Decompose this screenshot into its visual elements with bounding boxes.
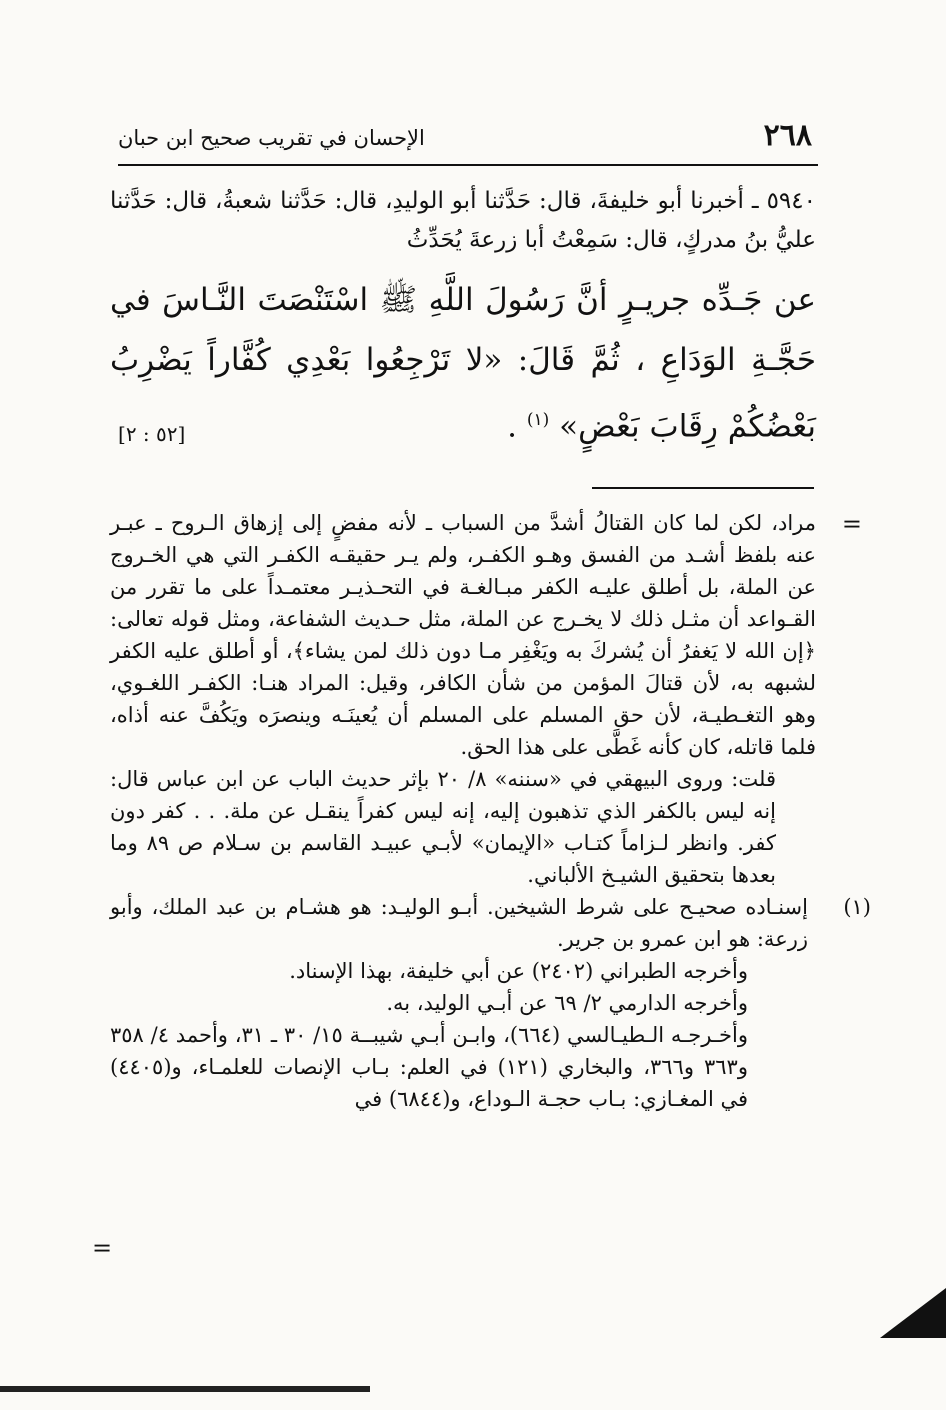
running-title: الإحسان في تقريب صحيح ابن حبان <box>118 126 425 150</box>
hadith-isnad: ٥٩٤٠ ـ أخبرنا أبو خليفةَ، قال: حَدَّثنا أبو الوليدِ، قال: حَدَّثنا شعبةُ، قال: حَدَّثنا عليُّ بنُ مدركٍ، قال: سَمِعْتُ أبا زرعةَ يُحَدِّثُ <box>110 188 816 253</box>
page-header <box>118 118 818 164</box>
footnotes-block <box>110 507 871 1115</box>
hadith-matn-text: عن جَـدِّه جريـرٍ أنَّ رَسُولَ اللَّهِ ﷺ اسْتَنْصَتَ النَّـاسَ في حَجَّـةِ الوَدَاعِ ، ثُمَّ قَالَ: «لا تَرْجِعُوا بَعْدِي كُفَّاراً يَضْرِبُ بَعْضُكُمْ رِقَابَ بَعْضٍ» <box>110 282 816 445</box>
continuation-mark-start: = <box>841 510 862 538</box>
footnotes-rule <box>592 487 814 489</box>
footnote-continuation: مراد، لكن لما كان القتالُ أشدَّ من السباب ـ لأنه مفضٍ إلى إزهاق الـروح ـ عبـر عنه بلفظ أشـد من الفسق وهـو الكفـر، ولم يـر حقيقـه الكفـر التي هي الخـروج عن الملة، بل أطلق عليـه الكفر مبـالغـة في التحـذيـر معتمـداً على ما تقرر من القـواعد أن مثـل ذلك لا يخـرج عن الملة، مثل حـديث الشفاعة، ومثل قوله تعالى: ﴿إن الله لا يَغفرُ أن يُشركَ به ويَغْفِر مـا دون ذلك لمن يشاء﴾، أو أطلق عليه الكفر لشبهه به، لأن قتالَ المؤمن من شأن الكافر، وقيل: المراد هنـا: الكفـر اللغـوي، وهو التغـطيـة، لأن حق المسلم على المسلم أن يُعينَـه وينصرَه ويَكُفَّ عنه أذاه، فلما قاتله، كان كأنه غَطَّى على هذا الحق. <box>110 511 816 759</box>
hadith-block <box>110 182 816 456</box>
footnote-1-line: وأخرجه الطبراني (٢٤٠٢) عن أبي خليفة، بهذا الإسناد. <box>289 959 748 983</box>
header-rule <box>118 164 818 166</box>
footnote-1-text: إسنـاده صحيـح على شرط الشيخين. أبـو الوليـد: هو هشـام بن عبد الملك، وأبو زرعة: هو ابن عمرو بن جرير. <box>110 895 808 951</box>
scan-shadow-corner <box>880 1288 946 1338</box>
page-number: ٢٦٨ <box>763 118 812 153</box>
footnote-reference: (١) <box>526 410 550 430</box>
continuation-mark-end: = <box>92 1234 113 1262</box>
hadith-grade-reference: [٥٢ : ٢] <box>118 422 186 446</box>
scan-shadow-line <box>0 1386 370 1392</box>
matn-end-dot: . <box>507 408 517 445</box>
footnote-1-line: وأخرجه الدارمي ٢/ ٦٩ عن أبـي الوليد، به. <box>386 991 748 1015</box>
hadith-matn <box>110 270 816 456</box>
footnote-1-line: وأخـرجـه الـطيـالسي (٦٦٤)، وابـن أبـي شيبــة ١٥/ ٣٠ ـ ٣١، وأحمد ٤/ ٣٥٨ و٣٦٣ و٣٦٦، والبخاري (١٢١) في العلم: بـاب الإنصات للعلمـاء، و(٤٤٠٥) في المغـازي: بـاب حجـة الـوداع، و(٦٨٤٤) في <box>110 1023 748 1111</box>
footnote-note: قلت: وروى البيهقي في «سننه» ٨/ ٢٠ بإثر حديث الباب عن ابن عباس قال: إنه ليس بالكفر الذي تذهبون إليه، إنه ليس كفراً ينقـل عن ملة. . . كفر دون كفر. وانظر لـزاماً كتـاب «الإيمان» لأبـي عبيـد القاسم بن سـلام ص ٨٩ وما بعدها بتحقيق الشيـخ الألباني. <box>110 767 777 887</box>
footnote-number: (١) <box>843 895 871 919</box>
footnote-1 <box>110 891 871 1115</box>
